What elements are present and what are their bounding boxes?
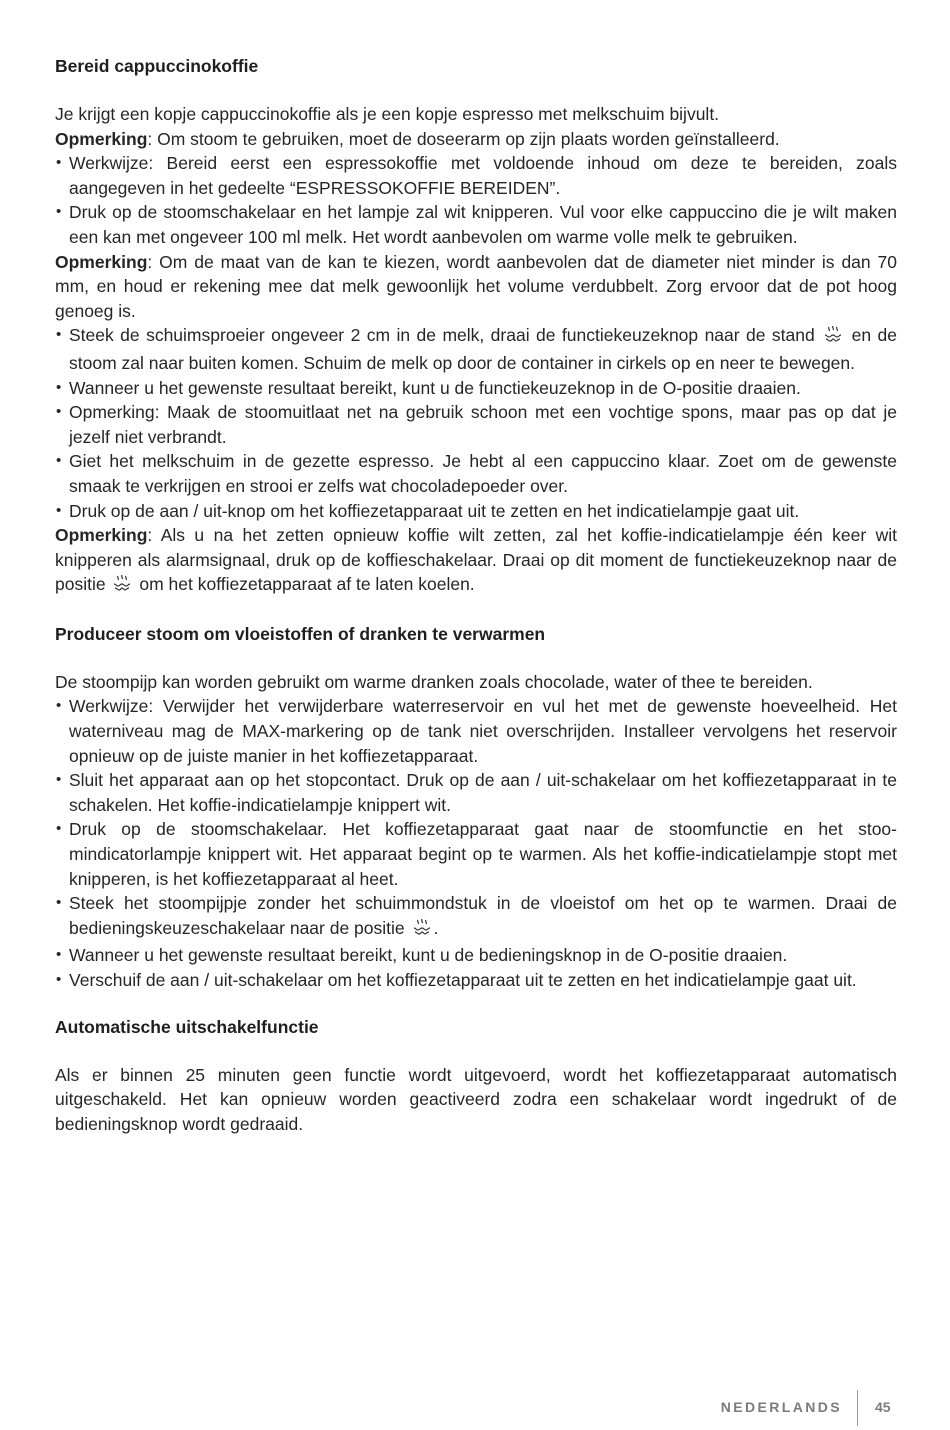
- steam-icon: [823, 326, 843, 351]
- bullet-dot: •: [56, 971, 62, 988]
- bullet-list: [55, 151, 897, 249]
- bullet-dot: •: [56, 326, 62, 344]
- note-label: Opmerking: [55, 251, 148, 272]
- section-gap: [55, 993, 897, 1015]
- list-item: • Verschuif de aan / uit-schakelaar om het koffiezetapparaat uit te zetten en het indicatielampje gaat uit.: [55, 968, 897, 993]
- list-item: • Druk op de stoomschakelaar en het lampje zal wit knipperen. Vul voor elke cappuccino die je wilt maken een kan met ongeveer 100 ml melk. Het wordt aanbevolen om warme volle melk te gebruiken.: [56, 202, 897, 247]
- bullet-dot: •: [56, 501, 62, 519]
- body-paragraph: Als er binnen 25 minuten geen functie wordt uitgevoerd, wordt het koffiezetapparaat automatisch uitgeschakeld. Het kan opnieuw worden geactiveerd zodra een schakelaar wordt ingedrukt of de bedieningsknop wordt gedraaid.: [55, 1064, 897, 1134]
- bullet-dot: •: [56, 894, 62, 912]
- list-item: • Werkwijze: Bereid eerst een espressokoffie met voldoende inhoud om deze te bereiden, zoals aangegeven in het gedeelte “ESPRESSOKOFFIE BEREIDEN”.: [56, 153, 897, 198]
- bullet-list: [55, 323, 897, 523]
- bullet-dot: •: [56, 403, 62, 421]
- list-item: • Wanneer u het gewenste resultaat bereikt, kunt u de bedieningsknop in de O-positie draaien.: [55, 943, 897, 968]
- bullet-list: [55, 694, 897, 992]
- manual-page: [55, 54, 897, 1136]
- bullet-dot: •: [56, 697, 62, 715]
- section-auto-off: [55, 1015, 897, 1137]
- note-text: : Om de maat van de kan te kiezen, wordt aanbevolen dat de diameter niet minder is dan 70 mm, en houd er rekening mee dat melk gewoonlijk het volume verdubbelt. Zorg ervoor dat de pot hoog genoeg is.: [55, 251, 897, 321]
- list-item: • Wanneer u het gewenste resultaat bereikt, kunt u de functiekeuzeknop in de O-positie draaien.: [55, 376, 897, 401]
- bullet-dot: •: [56, 946, 62, 964]
- steam-icon: [412, 919, 432, 944]
- bullet-dot: •: [56, 154, 62, 172]
- note-label: Opmerking: [55, 128, 148, 149]
- bullet-dot: •: [56, 452, 62, 470]
- bullet-dot: •: [56, 820, 62, 838]
- bullet-dot: •: [56, 203, 62, 221]
- footer-divider: [857, 1390, 858, 1426]
- page-footer: [700, 1390, 900, 1430]
- steam-icon: [112, 575, 132, 600]
- note-paragraph: [55, 127, 897, 152]
- page-number: 45: [875, 1399, 891, 1415]
- section-steam: [55, 622, 897, 993]
- intro-paragraph: De stoompijp kan worden gebruikt om warme dranken zoals chocolade, water of thee te bereiden.: [55, 671, 813, 692]
- list-item: • Opmerking: Maak de stoomuitlaat net na gebruik schoon met een vochtige spons, maar pas op dat je jezelf niet verbrandt.: [56, 402, 897, 447]
- list-item: • Steek het stoompijpje zonder het schuimmondstuk in de vloeistof om het op te warmen. Draai de bedieningskeuzeschakelaar naar de positie .: [55, 891, 897, 943]
- note-text: : Om stoom te gebruiken, moet de doseerarm op zijn plaats worden geïnstalleerd.: [147, 128, 780, 149]
- list-item: • Werkwijze: Verwijder het verwijderbare waterreservoir en vul het met de gewenste hoeveelheid. Het waterniveau mag de MAX-markering op de tank niet overschrijden. Installeer vervolgens het reservoir opnieuw op de juiste manier in het koffiezetapparaat.: [56, 696, 897, 766]
- list-item: • Steek de schuimsproeier ongeveer 2 cm in de melk, draai de functiekeuzeknop naar de stand en de stoom zal naar buiten komen. Schuim de melk op door de container in cirkels op en neer te bewegen.: [56, 325, 897, 373]
- section-gap: [55, 600, 897, 622]
- section-title: Produceer stoom om vloeistoffen of dranken te verwarmen: [55, 623, 546, 644]
- section-title: Bereid cappuccinokoffie: [55, 56, 259, 76]
- list-item: • Druk op de stoomschakelaar. Het koffiezetapparaat gaat naar de stoomfunctie en het stoomindicatorlampje knippert wit. Het apparaat begint op te warmen. Als het koffie-indicatielampje stopt met knipperen, is het koffiezetapparaat al heet.: [56, 819, 897, 889]
- note-paragraph: Opmerking: Als u na het zetten opnieuw koffie wilt zetten, zal het koffie-indicatielampje één keer wit knipperen als alarmsignaal, druk op de koffieschakelaar. Draai op dit moment de functiekeuzeknop naar de positie om het koffiezetapparaat af te laten koelen.: [55, 523, 897, 600]
- section-cappuccino: [55, 54, 897, 600]
- footer-language: NEDERLANDS: [720, 1399, 842, 1415]
- note-label: Opmerking: [55, 525, 148, 546]
- bullet-dot: •: [56, 771, 62, 789]
- intro-paragraph: Je krijgt een kopje cappuccinokoffie als je een kopje espresso met melkschuim bijvult.: [55, 104, 720, 124]
- bullet-dot: •: [56, 378, 62, 396]
- list-item: • Giet het melkschuim in de gezette espresso. Je hebt al een cappuccino klaar. Zoet om de gewenste smaak te verkrijgen en strooi er zelfs wat chocoladepoeder over.: [56, 451, 897, 496]
- section-title: Automatische uitschakelfunctie: [55, 1016, 319, 1037]
- list-item: • Sluit het apparaat aan op het stopcontact. Druk op de aan / uit-schakelaar om het koffiezetapparaat in te schakelen. Het koffie-indicatielampje knippert wit.: [56, 770, 897, 815]
- list-item: • Druk op de aan / uit-knop om het koffiezetapparaat uit te zetten en het indicatielampje gaat uit.: [55, 499, 897, 524]
- note-paragraph: [55, 250, 897, 324]
